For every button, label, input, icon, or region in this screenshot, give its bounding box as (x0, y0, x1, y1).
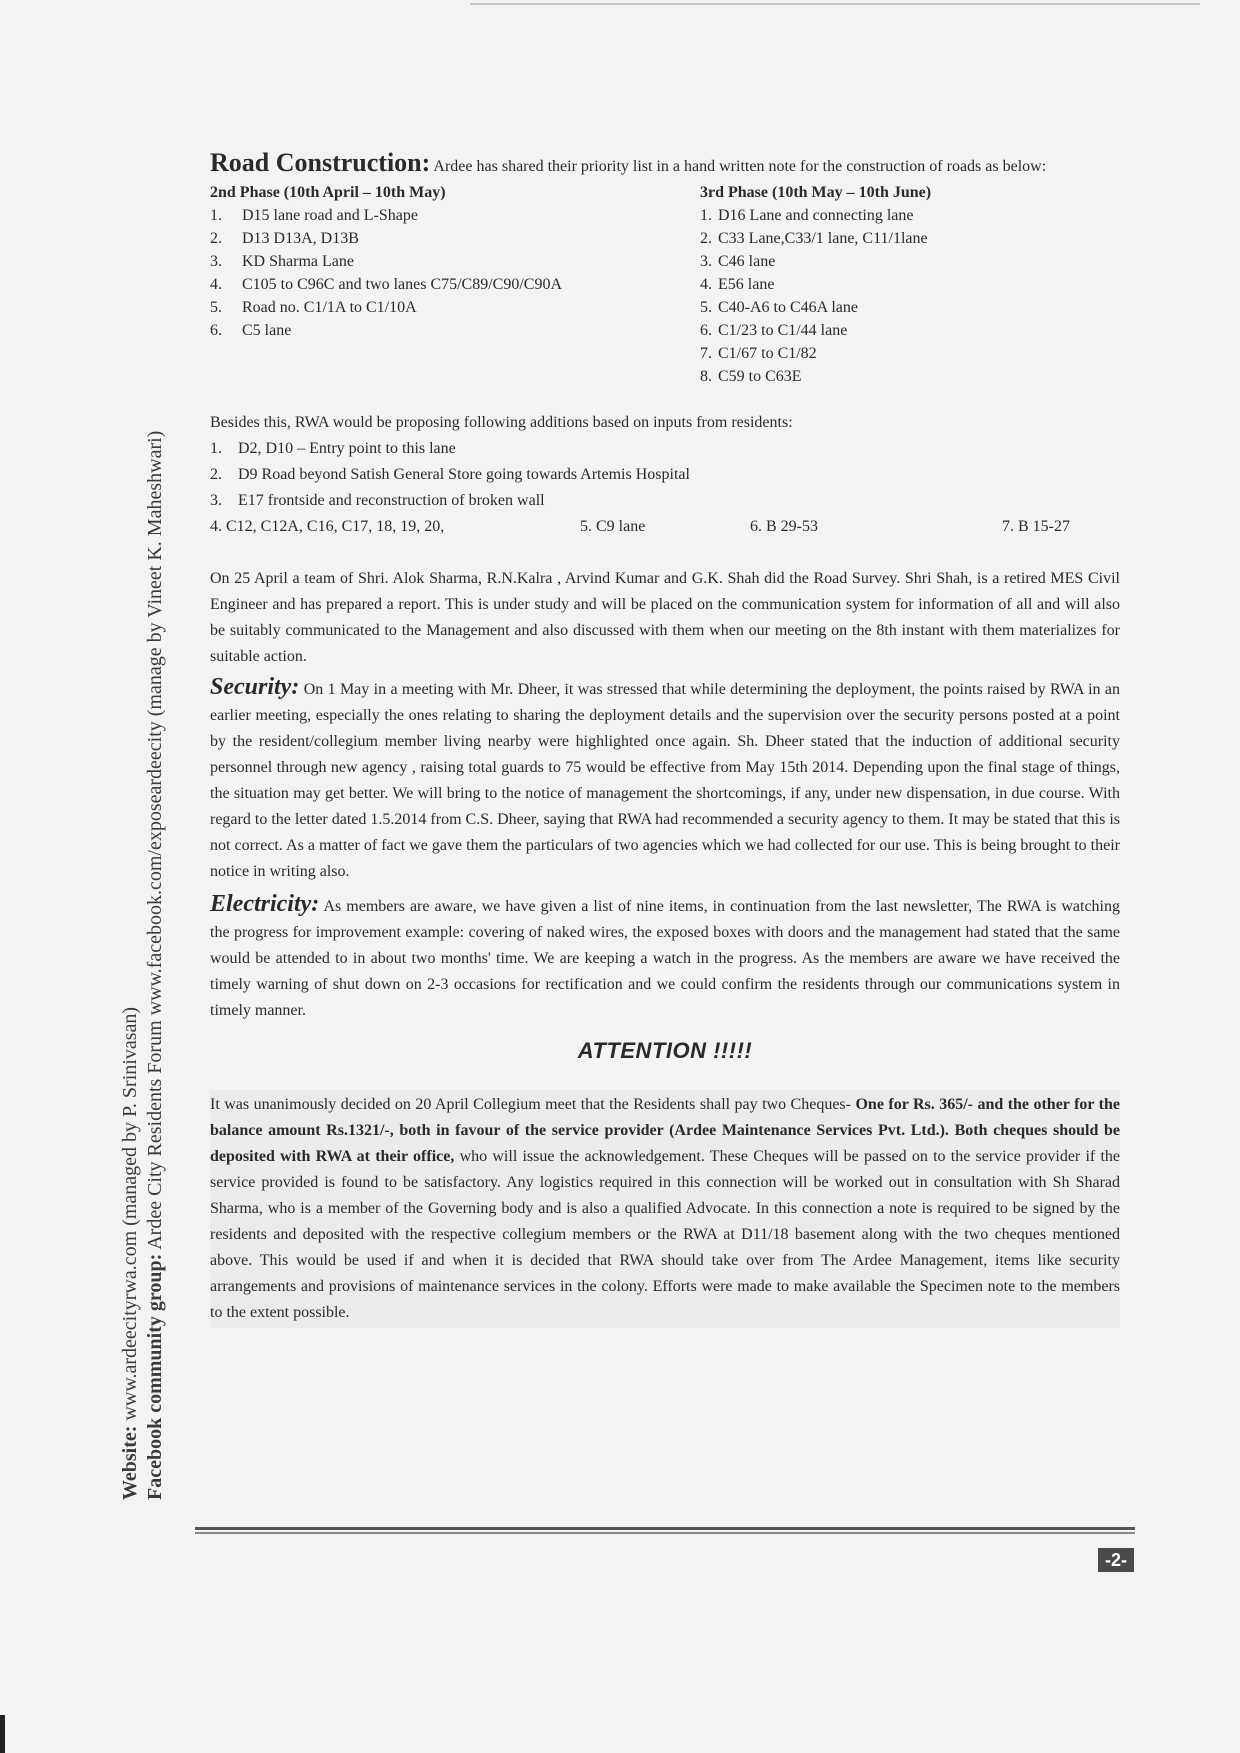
list-item (210, 514, 1120, 540)
phase-2-heading: 2nd Phase (10th April – 10th May) (210, 184, 446, 201)
list-item (210, 488, 1120, 514)
item-number: 8. (700, 368, 712, 385)
list-item (700, 250, 1120, 273)
list-item (700, 365, 1120, 388)
list-item (700, 273, 1120, 296)
item-text: C105 to C96C and two lanes C75/C89/C90/C90A (242, 276, 563, 293)
item-text: 6. B 29-53 (750, 518, 818, 535)
item-number: 1. (210, 440, 222, 457)
road-phases (210, 182, 1120, 388)
item-text: D2, D10 – Entry point to this lane (238, 440, 456, 457)
sidebar-website-text: www.ardeecityrwa.com (managed by P. Srinivasan) (119, 1006, 141, 1421)
sidebar-facebook-label: Facebook community group: (144, 1253, 166, 1500)
footer-rule (195, 1527, 1135, 1530)
item-text: KD Sharma Lane (242, 253, 354, 270)
list-item (700, 319, 1120, 342)
item-number: 2. (210, 230, 222, 247)
electricity-text: As members are aware, we have given a list of nine items, in continuation from the last newsletter, The RWA is watching the progress for improvement example: covering of naked wires, the exposed boxes with doors and the management had stated that the same would be attended to in about two months' time. We are keeping a watch in the progress. As the members are aware we have received the timely warning of shut down on 2-3 occasions for rectification and we could confirm the residents through our communications system in timely manner. (210, 898, 1120, 1019)
item-text: D15 lane road and L-Shape (242, 207, 418, 224)
electricity-section (210, 891, 1120, 1024)
item-text: E17 frontside and reconstruction of broken wall (238, 492, 545, 509)
security-text: On 1 May in a meeting with Mr. Dheer, it was stressed that while determining the deployment, the points raised by RWA in an earlier meeting, especially the ones relating to sharing the deployment details and the supervision over the security persons posted at a point by the resident/collegium member living nearby were highlighted once again. Sh. Dheer stated that the induction of additional security personnel through new agency , raising total guards to 75 would be effective from May 15th 2014. Depending upon the final stage of things, the situation may get better. We will bring to the notice of management the shortcomings, if any, under new dispensation, in due course. With regard to the letter dated 1.5.2014 from C.S. Dheer, saying that RWA had recommended a security agency to them. It may be stated that this is not correct. As a matter of fact we gave them the particulars of two agencies which we had collected for our use. This is being brought to their notice in writing also. (210, 681, 1120, 880)
road-construction-title: Road Construction: (210, 148, 431, 177)
sidebar-website-label: Website: (119, 1425, 141, 1500)
item-number: 1. (700, 207, 712, 224)
list-item (700, 227, 1120, 250)
item-text: D16 Lane and connecting lane (718, 207, 914, 224)
item-text: C59 to C63E (718, 368, 802, 385)
additions-intro: Besides this, RWA would be proposing following additions based on inputs from residents: (210, 414, 793, 431)
left-edge-mark (0, 1715, 5, 1753)
sidebar-facebook-text: Ardee City Residents Forum www.facebook.com/exposeardeecity (manage by Vineet K. Maheshwari) (144, 430, 166, 1250)
phase-3 (700, 182, 1120, 388)
sidebar-website-line (118, 200, 143, 1500)
attention-text (210, 1092, 1120, 1326)
item-text: D13 D13A, D13B (242, 230, 359, 247)
security-section (210, 674, 1120, 885)
phase-2 (210, 182, 700, 388)
item-number: 1. (210, 207, 222, 224)
item-number: 2. (210, 466, 222, 483)
item-text: 5. C9 lane (580, 518, 646, 535)
item-text: C40-A6 to C46A lane (718, 299, 858, 316)
item-number: 4. (700, 276, 712, 293)
list-item (210, 273, 700, 296)
item-text: C1/67 to C1/82 (718, 345, 817, 362)
list-item (210, 250, 700, 273)
item-number: 6. (210, 322, 222, 339)
phase-2-list (210, 204, 700, 342)
electricity-title: Electricity: (210, 891, 320, 917)
list-item (700, 204, 1120, 227)
phase-3-heading: 3rd Phase (10th May – 10th June) (700, 184, 932, 201)
list-item (210, 462, 1120, 488)
road-intro (210, 150, 1120, 180)
attention-text-start: It was unanimously decided on 20 April Collegium meet that the Residents shall pay two Cheques- (210, 1096, 851, 1113)
additions-list (210, 436, 1120, 540)
footer-rule (195, 1532, 1135, 1534)
item-text: E56 lane (718, 276, 775, 293)
page-number: -2- (1098, 1548, 1134, 1572)
item-number: 5. (700, 299, 712, 316)
item-text: 7. B 15-27 (1002, 518, 1070, 535)
list-item (210, 319, 700, 342)
item-number: 3. (210, 492, 222, 509)
list-item (700, 296, 1120, 319)
item-number: 3. (700, 253, 712, 270)
item-number: 2. (700, 230, 712, 247)
list-item (210, 436, 1120, 462)
item-text: C33 Lane,C33/1 lane, C11/1lane (718, 230, 928, 247)
attention-text-end: who will issue the acknowledgement. These Cheques will be passed on to the service provider if the service provided is found to be satisfactory. Any logistics required in this connection will be worked out in consultation with Sh Sharad Sharma, who is a member of the Governing body and is also a qualified Advocate. In this connection a note is required to be signed by the residents and deposited with the respective collegium members or the RWA at D11/18 basement along with the two cheques mentioned above. This would be used if and when it is decided that RWA should take over from The Ardee Management, items like security arrangements and provisions of maintenance services in the colony. Efforts were made to make available the Specimen note to the members to the extent possible. (210, 1148, 1121, 1321)
list-item (700, 342, 1120, 365)
rwa-additions (210, 410, 1120, 540)
attention-heading: ATTENTION !!!!! (577, 1038, 753, 1063)
list-item (210, 227, 700, 250)
item-number: 3. (210, 253, 222, 270)
road-survey-text: On 25 April a team of Shri. Alok Sharma, R.N.Kalra , Arvind Kumar and G.K. Shah did the Road Survey. Shri Shah, is a retired MES Civil Engineer and has prepared a report. This is under study and will be placed on the communication system for information of all and will also be suitably communicated to the Management and also discussed with them when our meeting on the 8th instant with them materializes for suitable action. (210, 570, 1120, 665)
item-number: 7. (700, 345, 712, 362)
item-number: 5. (210, 299, 222, 316)
item-text: C1/23 to C1/44 lane (718, 322, 848, 339)
list-item (210, 296, 700, 319)
sidebar-facebook-line (143, 200, 168, 1500)
item-text: Road no. C1/1A to C1/10A (242, 299, 417, 316)
top-edge-line (470, 3, 1200, 5)
item-text: C46 lane (718, 253, 776, 270)
item-text: 4. C12, C12A, C16, C17, 18, 19, 20, (210, 518, 445, 535)
attention-box (210, 1090, 1120, 1328)
list-item (210, 204, 700, 227)
main-content (210, 150, 1120, 1328)
item-text: C5 lane (242, 322, 292, 339)
phase-3-list (700, 204, 1120, 388)
attention-text-bold: One for Rs. 365/- and the other for the balance amount Rs.1321/-, both in favour of the service provider (Ardee Maintenance Services Pvt. Ltd.). Both cheques should be deposited with RWA at their office, (210, 1096, 1121, 1165)
item-text: D9 Road beyond Satish General Store going towards Artemis Hospital (238, 466, 690, 483)
item-number: 6. (700, 322, 712, 339)
item-number: 4. (210, 276, 222, 293)
road-intro-text: Ardee has shared their priority list in a hand written note for the construction of roads as below: (433, 158, 1047, 175)
vertical-sidebar (118, 200, 168, 1500)
security-title: Security: (210, 674, 300, 700)
